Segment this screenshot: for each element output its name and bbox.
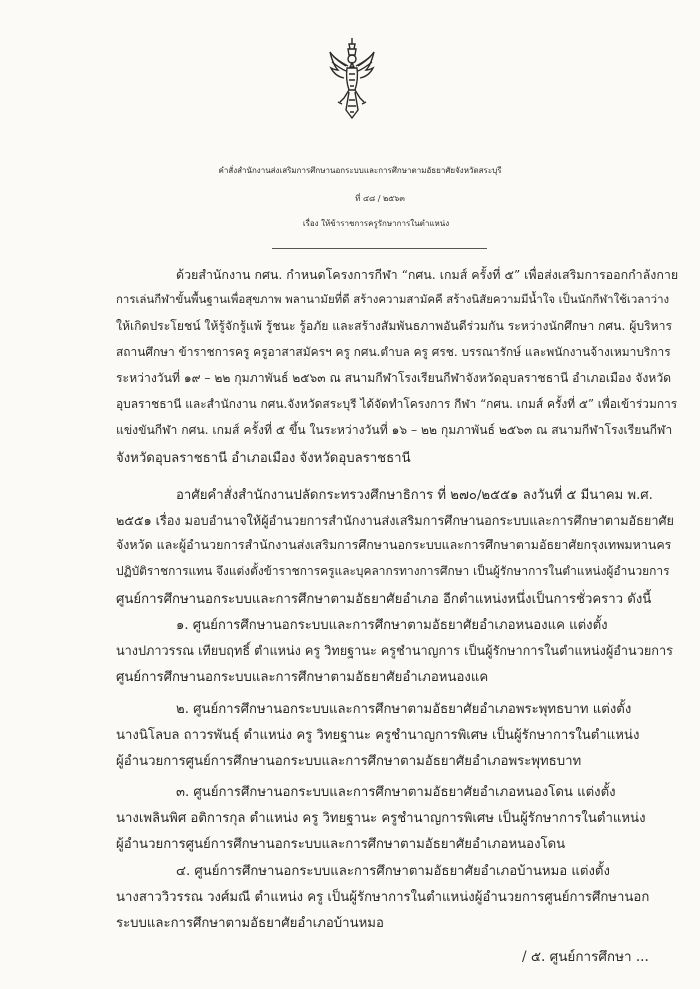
item3-line: นางเพลินพิศ อติการกุล ตำแหน่ง ครู วิทยฐานะ ครูชำนาญการพิเศษ เป็นผู้รักษาการในตำแหน่ง xyxy=(116,811,646,826)
garuda-emblem-icon xyxy=(328,36,376,120)
order-number: ที่ ๔๘ / ๒๕๖๓ xyxy=(355,194,405,203)
item1-line: ๑. ศูนย์การศึกษานอกระบบและการศึกษาตามอัธยาศัยอำเภอหนองแค แต่งตั้ง xyxy=(176,618,608,633)
paragraph1-line: ระหว่างวันที่ ๑๙ – ๒๒ กุมภาพันธ์ ๒๕๖๓ ณ สนามกีฬาโรงเรียนกีฬาจังหวัดอุบลราชธานี อำเภอเมือง จังหวัด xyxy=(116,371,672,385)
paragraph1-line: สถานศึกษา ข้าราชการครู ครูอาสาสมัครฯ ครู กศน.ตำบล ครู ศรช. บรรณารักษ์ และพนักงานจ้างเหมาบริการ xyxy=(116,345,671,359)
paragraph2-line: ๒๕๕๑ เรื่อง มอบอำนาจให้ผู้อำนวยการสำนักงานส่งเสริมการศึกษานอกระบบและการศึกษาตามอัธยาศัย xyxy=(116,513,674,528)
item4-line: ๔. ศูนย์การศึกษานอกระบบและการศึกษาตามอัธยาศัยอำเภอบ้านหมอ แต่งตั้ง xyxy=(176,864,610,879)
item3-line: ผู้อำนวยการศูนย์การศึกษานอกระบบและการศึกษาตามอัธยาศัยอำเภอหนองโดน xyxy=(116,837,566,852)
paragraph1-line: อุบลราชธานี และสำนักงาน กศน.จังหวัดสระบุรี ได้จัดทำโครงการ กีฬา “กศน. เกมส์ ครั้งที่ ๕” เพื่อเข้าร่วมการ xyxy=(116,397,678,411)
item2-line: ๒. ศูนย์การศึกษานอกระบบและการศึกษาตามอัธยาศัยอำเภอพระพุทธบาท แต่งตั้ง xyxy=(176,702,632,717)
item2-line: ผู้อำนวยการศูนย์การศึกษานอกระบบและการศึกษาตามอัธยาศัยอำเภอพระพุทธบาท xyxy=(116,754,582,769)
item3-line: ๓. ศูนย์การศึกษานอกระบบและการศึกษาตามอัธยาศัยอำเภอหนองโดน แต่งตั้ง xyxy=(176,785,616,800)
paragraph1-line: แข่งขันกีฬา กศน. เกมส์ ครั้งที่ ๕ ขึ้น ในระหว่างวันที่ ๑๖ – ๒๒ กุมภาพันธ์ ๒๕๖๓ ณ สนามกีฬาโรงเรียนกีฬา xyxy=(116,423,673,437)
paragraph2-line: ปฏิบัติราชการแทน จึงแต่งตั้งข้าราชการครูและบุคลากรทางการศึกษา เป็นผู้รักษาการในตำแหน่งผู้อำนวยการ xyxy=(116,564,670,578)
continuation-note: / ๕. ศูนย์การศึกษา ... xyxy=(522,949,649,965)
item2-line: นางนิโลบล ถาวรพันธุ์ ตำแหน่ง ครู วิทยฐานะ ครูชำนาญการพิเศษ เป็นผู้รักษาการในตำแหน่ง xyxy=(116,728,640,743)
paragraph2-line: จังหวัด และผู้อำนวยการสำนักงานส่งเสริมการศึกษานอกระบบและการศึกษาตามอัธยาศัยกรุงเทพมหานคร xyxy=(116,537,672,552)
item1-line: นางปภาวรรณ เทียบฤทธิ์ ตำแหน่ง ครู วิทยฐานะ ครูชำนาญการ เป็นผู้รักษาการในตำแหน่งผู้อำนวยการ xyxy=(116,643,673,658)
paragraph1-line: ให้เกิดประโยชน์ ให้รู้จักรู้แพ้ รู้ชนะ รู้อภัย และสร้างสัมพันธภาพอันดีร่วมกัน ระหว่างนักศึกษา กศน. ผู้บริหาร xyxy=(116,319,673,333)
paragraph1-line: ด้วยสำนักงาน กศน. กำหนดโครงการกีฬา “กศน. เกมส์ ครั้งที่ ๕” เพื่อส่งเสริมการออกกำลังกาย xyxy=(176,267,679,282)
item4-line: นางสาววิวรรณ วงศ์มณี ตำแหน่ง ครู เป็นผู้รักษาการในตำแหน่งผู้อำนวยการศูนย์การศึกษานอก xyxy=(116,890,650,905)
item4-line: ระบบและการศึกษาตามอัธยาศัยอำเภอบ้านหมอ xyxy=(116,916,384,931)
order-title: คำสั่งสำนักงานส่งเสริมการศึกษานอกระบบและการศึกษาตามอัธยาศัยจังหวัดสระบุรี xyxy=(218,166,502,175)
paragraph2-line: อาศัยคำสั่งสำนักงานปลัดกระทรวงศึกษาธิการ ที่ ๒๗๐/๒๕๕๑ ลงวันที่ ๕ มีนาคม พ.ศ. xyxy=(176,488,653,503)
paragraph1-line: จังหวัดอุบลราชธานี อำเภอเมือง จังหวัดอุบลราชธานี xyxy=(116,451,411,466)
item1-line: ศูนย์การศึกษานอกระบบและการศึกษาตามอัธยาศัยอำเภอหนองแค xyxy=(116,670,489,685)
order-subject: เรื่อง ให้ข้าราชการครูรักษาการในตำแหน่ง xyxy=(302,219,450,228)
header-divider xyxy=(272,248,487,249)
paragraph1-line: การเล่นกีฬาขั้นพื้นฐานเพื่อสุขภาพ พลานามัยที่ดี สร้างความสามัคคี สร้างนิสัยความมีน้ำใจ เป็นนักกีฬาใช้เวลาว่าง xyxy=(116,292,670,306)
paragraph2-line: ศูนย์การศึกษานอกระบบและการศึกษาตามอัธยาศัยอำเภอ อีกตำแหน่งหนึ่งเป็นการชั่วคราว ดังนี้ xyxy=(116,592,652,607)
